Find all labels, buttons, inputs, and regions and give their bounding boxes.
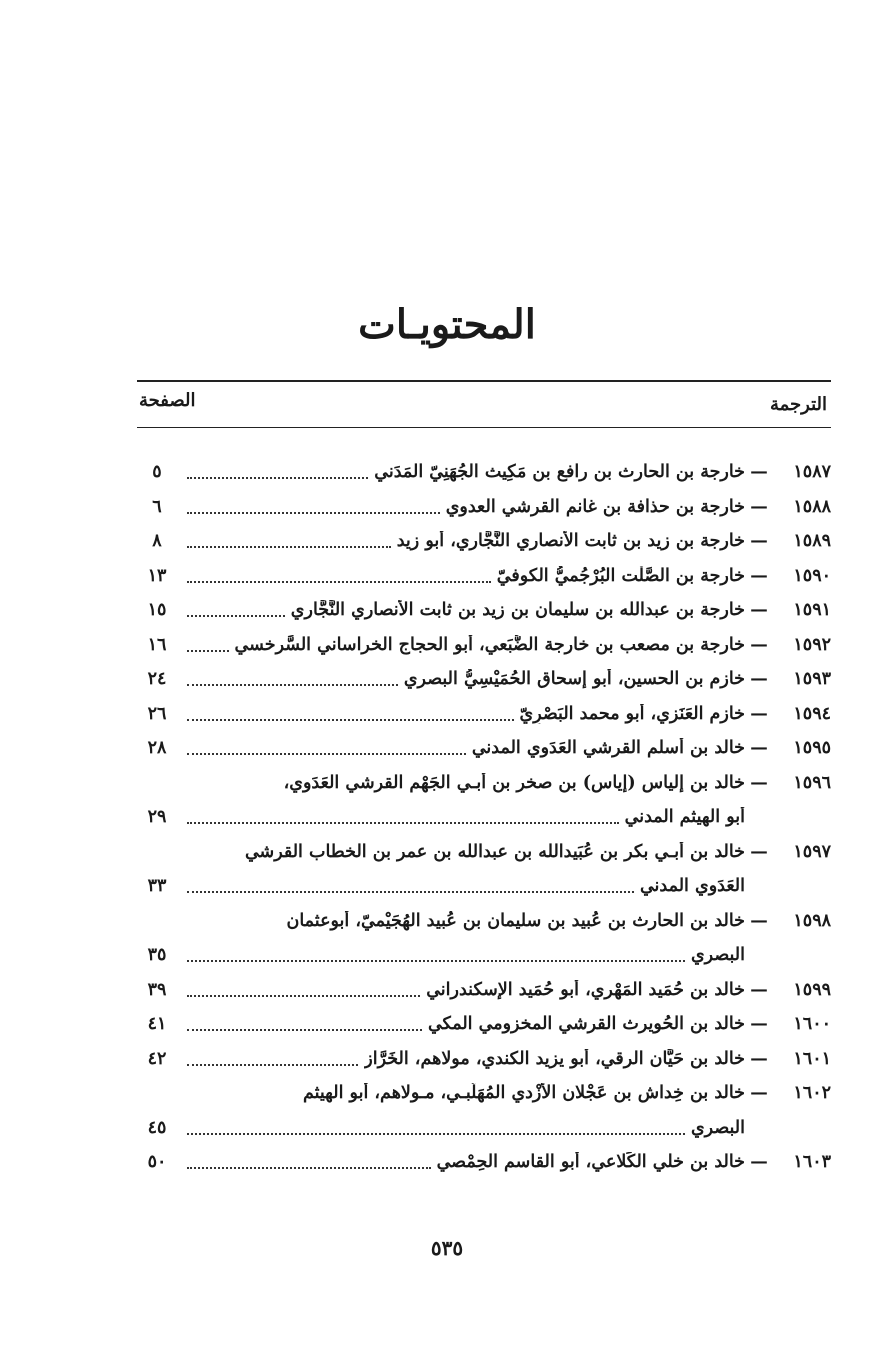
dot-leader <box>187 650 229 652</box>
entry-dash: — <box>750 1152 768 1173</box>
dot-leader <box>187 477 368 479</box>
dot-leader <box>187 960 685 962</box>
entry-page: ٥٠ <box>147 1152 167 1173</box>
header-bottom-rule <box>137 427 831 428</box>
entry-dash: — <box>750 531 768 552</box>
toc-entry <box>137 869 831 904</box>
entry-number: ١٥٩١ <box>793 600 831 621</box>
entry-page: ٢٩ <box>147 807 167 828</box>
toc-entry <box>137 455 831 490</box>
entry-page: ٤٥ <box>147 1117 167 1138</box>
entry-title: خارجة بن الحارث بن رافع بن مَكِيث الجُهَنِيّ المَدَني <box>374 462 745 483</box>
toc-entry <box>137 1042 831 1077</box>
entry-title: خالد بن أسلم القرشي العَدَوي المدني <box>471 738 745 759</box>
page-number: ٥٣٥ <box>430 1236 464 1260</box>
entry-number: ١٥٨٧ <box>793 462 831 483</box>
entry-page: ٤٢ <box>147 1048 167 1069</box>
dot-leader <box>187 1029 422 1031</box>
entry-number: ١٥٩٦ <box>793 772 831 793</box>
entry-dash: — <box>750 738 768 759</box>
entry-number: ١٥٩٧ <box>793 841 831 862</box>
entry-title: خالد بن خِداش بن عَجْلان الأَزْدي المُهَلَّبـي، مـولاهم، أبو الهيثم <box>302 1083 745 1104</box>
entry-page: ٤١ <box>147 1014 167 1035</box>
entry-title: خالد بن أبـي بكر بن عُبَيدالله بن عبدالله بن عمر بن الخطاب القرشي <box>244 841 745 862</box>
entry-dash: — <box>750 634 768 655</box>
toc-entry <box>137 835 831 870</box>
entry-title: خالد بن حُمَيد المَهْري، أبو حُمَيد الإسكندراني <box>426 979 745 1000</box>
entry-page: ٣٥ <box>147 945 167 966</box>
entry-page: ١٣ <box>147 565 167 586</box>
toc-header <box>137 388 831 424</box>
entry-page: ٨ <box>152 531 162 552</box>
entry-column-label: الترجمة <box>769 394 827 415</box>
dot-leader <box>187 615 285 617</box>
toc-entry <box>137 1007 831 1042</box>
entry-dash: — <box>750 600 768 621</box>
entry-dash: — <box>750 1083 768 1104</box>
entry-title: خارجة بن زيد بن ثابت الأنصاري النَّجَّاري، أبو زيد <box>396 531 745 552</box>
toc-entry <box>137 559 831 594</box>
dot-leader <box>187 719 514 721</box>
toc-entry <box>137 973 831 1008</box>
entry-title: خارجة بن عبدالله بن سليمان بن زيد بن ثابت الأنصاري النَّجَّاري <box>290 600 745 621</box>
toc-entry <box>137 1076 831 1111</box>
entry-title: خالد بن خلي الكَلاعي، أبو القاسم الحِمْصي <box>436 1152 745 1173</box>
entry-dash: — <box>750 979 768 1000</box>
toc-entry <box>137 1145 831 1180</box>
entry-number: ١٥٩٩ <box>793 979 831 1000</box>
entry-title: خالد بن إلياس (إياس) بن صخر بن أبـي الجَهْم القرشي العَدَوي، <box>283 772 745 793</box>
entry-dash: — <box>750 1014 768 1035</box>
entry-number: ١٥٩٥ <box>793 738 831 759</box>
entry-page: ٢٨ <box>147 738 167 759</box>
entry-title: خازم بن الحسين، أبو إسحاق الحُمَيْسِيُّ البصري <box>403 669 745 690</box>
dot-leader <box>187 512 440 514</box>
entry-dash: — <box>750 462 768 483</box>
entry-title: البصري <box>690 945 745 966</box>
entry-title: خالد بن الحارث بن عُبيد بن سليمان بن عُبيد الهُجَيْميّ، أبوعثمان <box>286 910 745 931</box>
entry-dash: — <box>750 841 768 862</box>
entry-title: خالد بن الحُويرث القرشي المخزومي المكي <box>427 1014 745 1035</box>
entry-title: خارجة بن مصعب بن خارجة الضُّبَعي، أبو الحجاج الخراساني السَّرخسي <box>234 634 745 655</box>
entry-number: ١٥٨٩ <box>793 531 831 552</box>
entry-number: ١٦٠٠ <box>793 1014 831 1035</box>
entry-page: ٣٣ <box>147 876 167 897</box>
header-top-rule <box>137 380 831 382</box>
toc-entry <box>137 731 831 766</box>
entry-number: ١٥٩٣ <box>793 669 831 690</box>
entry-page: ٢٤ <box>147 669 167 690</box>
entry-number: ١٥٩٨ <box>793 910 831 931</box>
entry-dash: — <box>750 910 768 931</box>
entry-number: ١٦٠١ <box>793 1048 831 1069</box>
entry-page: ١٥ <box>147 600 167 621</box>
toc-entry <box>137 766 831 801</box>
entry-dash: — <box>750 1048 768 1069</box>
toc-entry <box>137 628 831 663</box>
entry-page: ٢٦ <box>147 703 167 724</box>
dot-leader <box>187 822 619 824</box>
dot-leader <box>187 1133 685 1135</box>
toc-entry <box>137 662 831 697</box>
entry-number: ١٥٩٢ <box>793 634 831 655</box>
entry-dash: — <box>750 565 768 586</box>
toc-entry <box>137 524 831 559</box>
page-column-label: الصفحة <box>139 390 196 411</box>
entry-title: خازم العَنَزي، أبو محمد البَصْرِيّ <box>519 703 745 724</box>
entry-number: ١٥٩٤ <box>793 703 831 724</box>
page-title: المحتويـات <box>358 301 536 348</box>
toc-entry <box>137 490 831 525</box>
entry-page: ٣٩ <box>147 979 167 1000</box>
toc-entry <box>137 938 831 973</box>
dot-leader <box>187 581 491 583</box>
entry-dash: — <box>750 669 768 690</box>
entry-page: ١٦ <box>147 634 167 655</box>
entry-page: ٦ <box>152 496 162 517</box>
toc-entry <box>137 593 831 628</box>
toc-entry <box>137 697 831 732</box>
entry-number: ١٥٩٠ <box>793 565 831 586</box>
toc-entry <box>137 1111 831 1146</box>
dot-leader <box>187 995 420 997</box>
dot-leader <box>187 684 398 686</box>
entry-title: البصري <box>690 1117 745 1138</box>
entry-title: العَدَوي المدني <box>639 876 745 897</box>
dot-leader <box>187 546 391 548</box>
entry-page: ٥ <box>152 462 162 483</box>
entry-number: ١٥٨٨ <box>793 496 831 517</box>
dot-leader <box>187 891 634 893</box>
entry-title: أبو الهيثم المدني <box>624 807 745 828</box>
entry-number: ١٦٠٢ <box>793 1083 831 1104</box>
toc-entry <box>137 800 831 835</box>
entry-number: ١٦٠٣ <box>793 1152 831 1173</box>
entry-title: خارجة بن حذافة بن غانم القرشي العدوي <box>445 496 745 517</box>
dot-leader <box>187 753 466 755</box>
entry-dash: — <box>750 496 768 517</box>
entry-title: خالد بن حَيَّان الرقي، أبو يزيد الكندي، مولاهم، الخَرَّاز <box>364 1048 745 1069</box>
entry-dash: — <box>750 772 768 793</box>
table-of-contents <box>137 455 831 1180</box>
dot-leader <box>187 1064 358 1066</box>
toc-entry <box>137 904 831 939</box>
entry-dash: — <box>750 703 768 724</box>
entry-title: خارجة بن الصَّلْت البُرْجُميُّ الكوفيّ <box>496 565 745 586</box>
dot-leader <box>187 1167 431 1169</box>
